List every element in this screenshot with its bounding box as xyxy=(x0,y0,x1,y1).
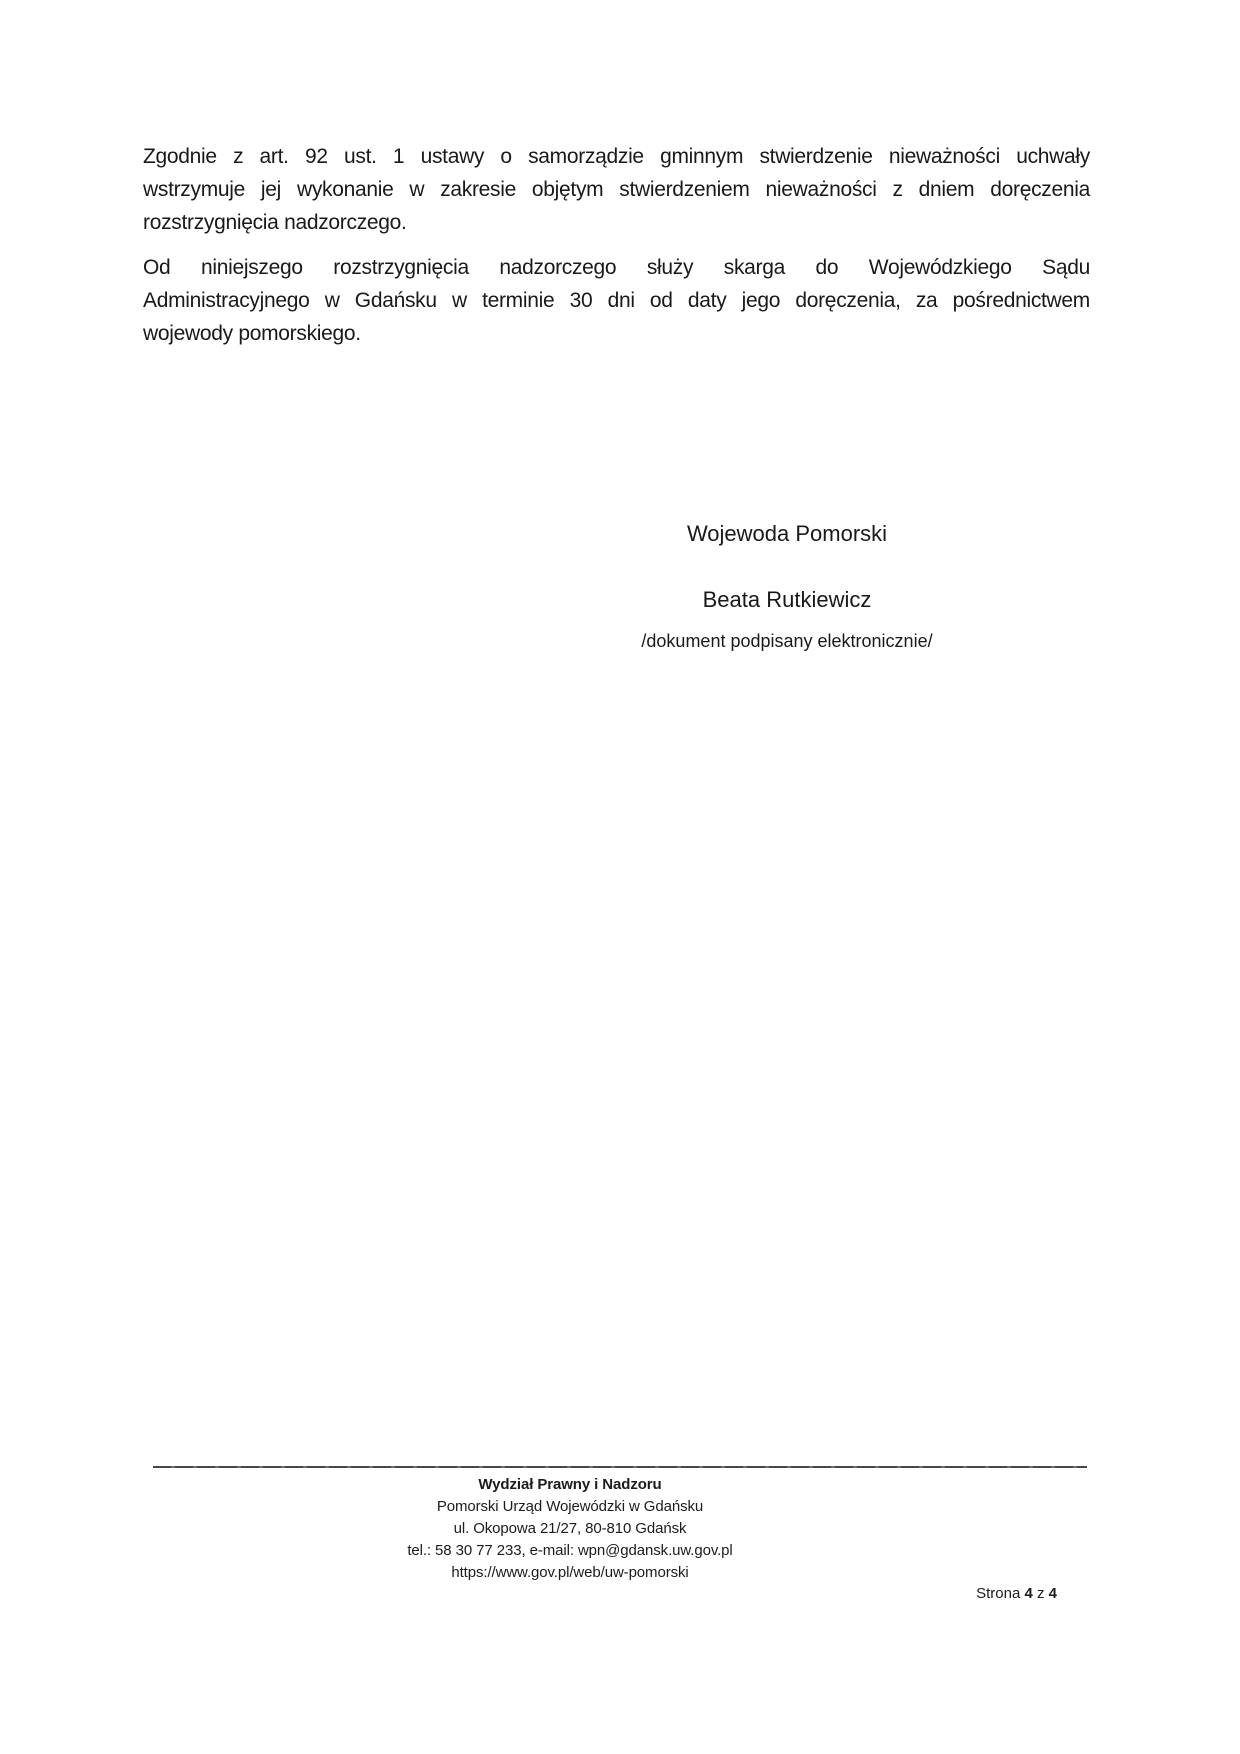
paragraph-line: wojewody pomorskiego. xyxy=(143,322,361,345)
footer-address: ul. Okopowa 21/27, 80-810 Gdańsk xyxy=(453,1520,687,1537)
page-number-total: 4 xyxy=(1048,1585,1057,1602)
electronic-signature-note: /dokument podpisany elektronicznie/ xyxy=(641,631,933,651)
footer-department: Wydział Prawny i Nadzoru xyxy=(478,1476,662,1493)
page-number-separator: z xyxy=(1036,1585,1045,1602)
page-number xyxy=(976,1584,1057,1603)
footer-office: Pomorski Urząd Wojewódzki w Gdańsku xyxy=(436,1498,704,1515)
page-number-label: Strona xyxy=(976,1585,1021,1602)
paragraph-line: Administracyjnego w Gdańsku w terminie 30 dni od daty jego doręczenia, za pośrednictwem xyxy=(143,289,1090,312)
footer-block xyxy=(70,1474,1070,1584)
paragraph-line: Zgodnie z art. 92 ust. 1 ustawy o samorządzie gminnym stwierdzenie nieważności uchwały xyxy=(143,145,1090,168)
footer-divider xyxy=(153,1466,1087,1468)
paragraph-line: Od niniejszego rozstrzygnięcia nadzorczego służy skarga do Wojewódzkiego Sądu xyxy=(143,256,1090,279)
paragraph-line: wstrzymuje jej wykonanie w zakresie objętym stwierdzeniem nieważności z dniem doręczenia xyxy=(143,178,1090,201)
footer-contact: tel.: 58 30 77 233, e-mail: wpn@gdansk.uw.gov.pl xyxy=(407,1542,733,1559)
paragraph-line: rozstrzygnięcia nadzorczego. xyxy=(143,211,407,234)
page-number-current: 4 xyxy=(1024,1585,1033,1602)
signatory-title: Wojewoda Pomorski xyxy=(686,521,888,546)
footer-website: https://www.gov.pl/web/uw-pomorski xyxy=(451,1564,689,1581)
signatory-name: Beata Rutkiewicz xyxy=(702,587,872,612)
